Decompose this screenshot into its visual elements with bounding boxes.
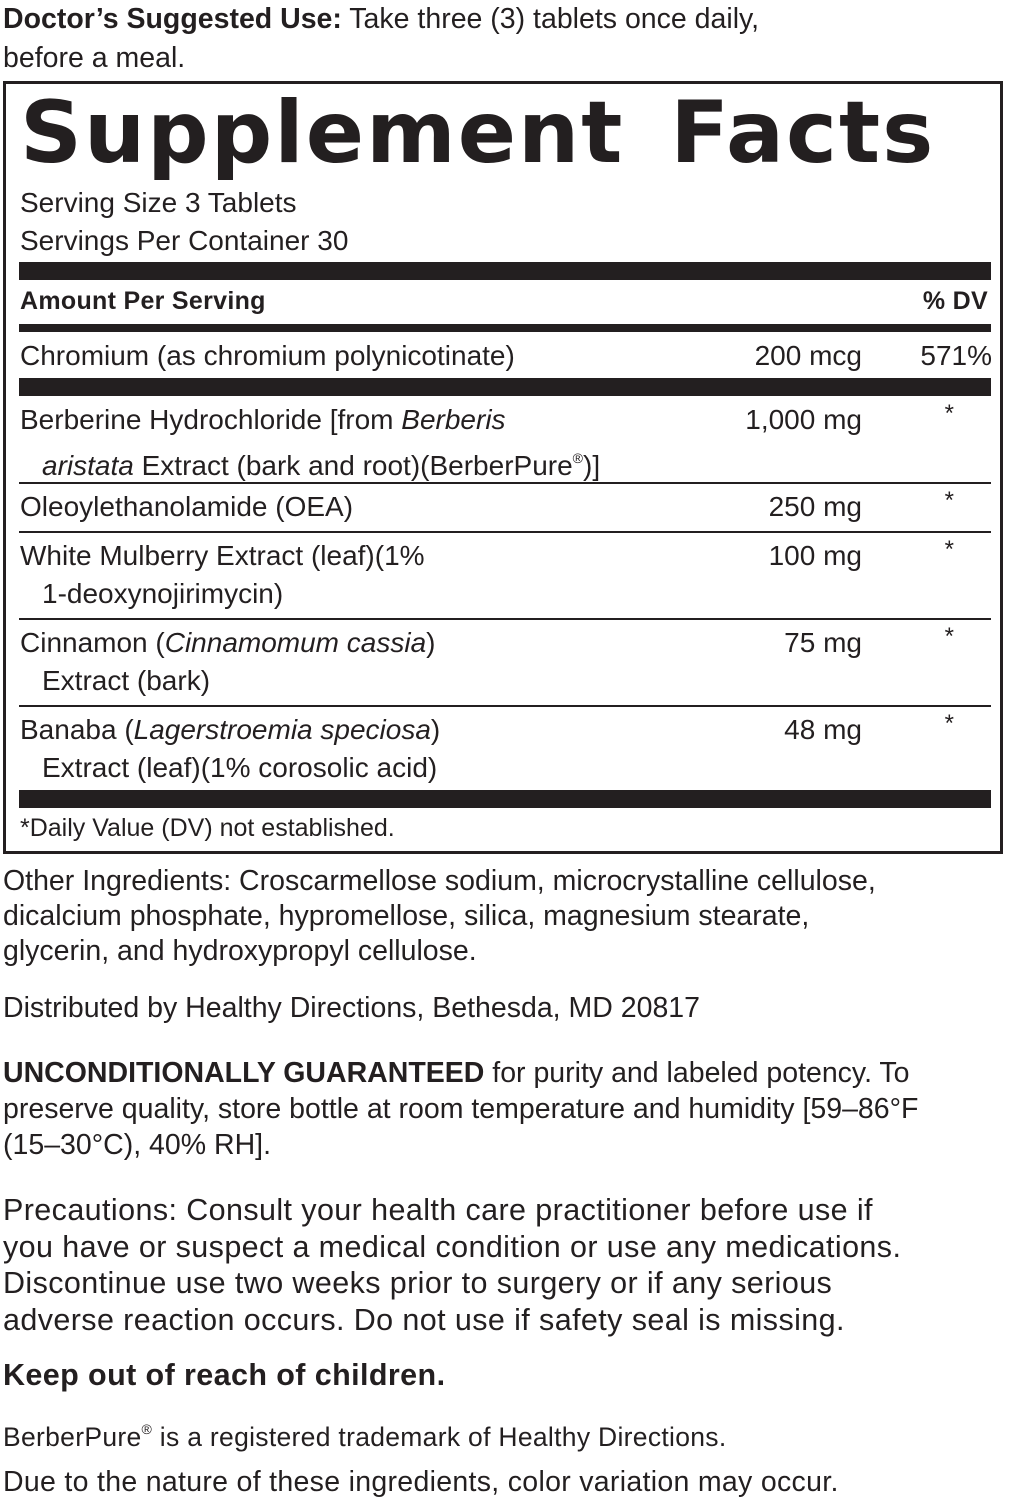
serving-size: Serving Size 3 Tablets [20, 187, 297, 218]
precautions-line-4: adverse reaction occurs. Do not use if safety seal is missing. [3, 1302, 845, 1337]
nutrient-name [20, 401, 600, 485]
name-part: Cinnamon ( [20, 627, 165, 658]
nutrient-dv: * [944, 487, 954, 514]
nutrient-name [20, 537, 425, 613]
suggested-use-label: Doctor’s Suggested Use: [3, 3, 342, 35]
guarantee-line-2: preserve quality, store bottle at room temperature and humidity [59–86°F [3, 1093, 919, 1125]
other-ingredients-line-2: dicalcium phosphate, hypromellose, silica, magnesium stearate, [3, 900, 810, 932]
name-line-1: White Mulberry Extract (leaf)(1% [20, 540, 425, 571]
name-italic: Cinnamomum cassia [164, 627, 427, 658]
nutrient-dv: * [944, 710, 954, 737]
name-line-2: Extract (leaf)(1% corosolic acid) [42, 752, 438, 783]
guarantee-line-1 [3, 1055, 918, 1091]
color-variation-note: Due to the nature of these ingredients, color variation may occur. [3, 1466, 839, 1498]
nutrient-amount: 100 mg [768, 540, 862, 571]
registered-mark: ® [572, 450, 583, 466]
precautions-line-1: Precautions: Consult your health care practitioner before use if [3, 1193, 873, 1227]
dv-footnote: *Daily Value (DV) not established. [20, 814, 395, 842]
guarantee [3, 1055, 918, 1163]
nutrient-name: Chromium (as chromium polynicotinate) [20, 340, 515, 371]
distributor: Distributed by Healthy Directions, Bethesda, MD 20817 [3, 992, 701, 1024]
row-divider [19, 705, 991, 707]
name-line-2: 1-deoxynojirimycin) [42, 578, 284, 609]
nutrient-amount: 200 mcg [754, 340, 862, 371]
guarantee-line-3: (15–30°C), 40% RH]. [3, 1129, 272, 1161]
trademark-brand: BerberPure [3, 1422, 142, 1452]
guarantee-text: for purity and labeled potency. To [484, 1057, 910, 1089]
other-ingredients-line-3: glycerin, and hydroxypropyl cellulose. [3, 935, 477, 967]
amount-per-serving-header: Amount Per Serving [20, 287, 266, 315]
trademark-text: is a registered trademark of Healthy Directions. [152, 1422, 727, 1452]
dv-header: % DV [922, 287, 988, 315]
nutrient-dv: * [944, 623, 954, 650]
precautions [3, 1192, 901, 1338]
row-divider [19, 482, 991, 484]
medium-divider [19, 324, 991, 332]
name-line-2: Extract (bark) [42, 665, 211, 696]
name-line-2 [20, 439, 600, 485]
precautions-line-2: you have or suspect a medical condition or use any medications. [3, 1229, 902, 1264]
name-italic: Berberis [401, 404, 506, 435]
name-part: ) [426, 627, 436, 658]
suggested-use [3, 0, 759, 78]
name-italic: Lagerstroemia speciosa [133, 714, 431, 745]
nutrient-dv: 571% [920, 340, 992, 371]
supplement-facts-panel [3, 81, 1003, 854]
precautions-line-3: Discontinue use two weeks prior to surgery or if any serious [3, 1266, 833, 1300]
name-part: Extract (bark and root)(BerberPure [133, 450, 573, 481]
suggested-use-line-1 [3, 0, 759, 39]
nutrient-dv: * [944, 536, 954, 563]
nutrient-name [20, 624, 435, 700]
suggested-use-text: Take three (3) tablets once daily, [341, 3, 760, 35]
name-part: Berberine Hydrochloride [from [20, 404, 402, 435]
registered-mark: ® [141, 1421, 153, 1437]
row-divider [19, 618, 991, 620]
name-part: )] [583, 450, 601, 481]
servings-per-container: Servings Per Container 30 [20, 225, 349, 256]
nutrient-amount: 1,000 mg [745, 404, 862, 435]
trademark-note [3, 1411, 727, 1455]
row-divider [19, 531, 991, 533]
keep-out-of-reach: Keep out of reach of children. [3, 1358, 446, 1392]
guarantee-bold: UNCONDITIONALLY GUARANTEED [3, 1057, 485, 1089]
nutrient-amount: 48 mg [784, 714, 862, 745]
nutrient-amount: 75 mg [784, 627, 862, 658]
nutrient-dv: * [944, 400, 954, 427]
name-italic: aristata [42, 450, 134, 481]
facts-title: Supplement Facts [20, 83, 936, 183]
thick-divider-bottom [19, 790, 991, 808]
nutrient-name [20, 711, 440, 787]
suggested-use-line-2: before a meal. [3, 42, 186, 74]
name-part: ) [430, 714, 441, 745]
nutrient-amount: 250 mg [768, 491, 862, 522]
thick-divider-top [19, 262, 991, 280]
other-ingredients [3, 864, 876, 969]
nutrient-name: Oleoylethanolamide (OEA) [20, 491, 354, 522]
thick-divider-mid [19, 378, 991, 396]
other-ingredients-line-1: Other Ingredients: Croscarmellose sodium, microcrystalline cellulose, [3, 865, 876, 897]
name-part: Banaba ( [20, 714, 134, 745]
